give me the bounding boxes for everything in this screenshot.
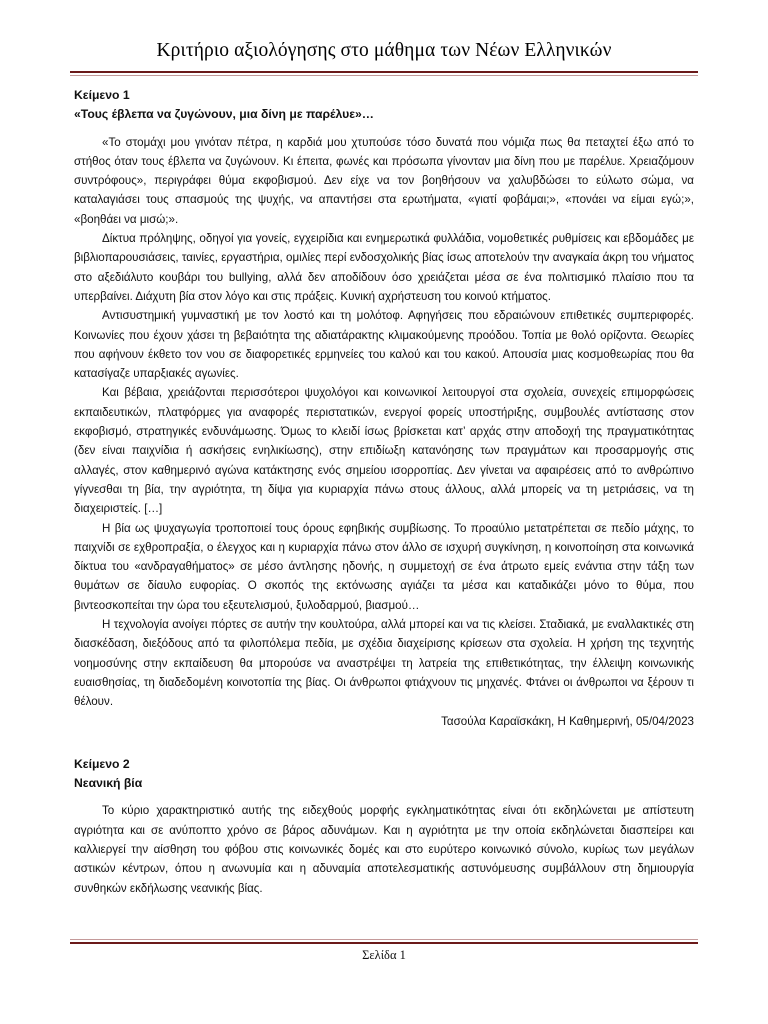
text1-heading: «Τους έβλεπα να ζυγώνουν, μια δίνη με παρέλυε»… (74, 107, 374, 122)
document-body (74, 86, 694, 898)
header-rule-thin (70, 75, 698, 76)
footer-rule (70, 942, 698, 944)
text2-heading: Νεανική βία (74, 776, 143, 791)
text1-paragraph: Δίκτυα πρόληψης, οδηγοί για γονείς, εγχειρίδια και ενημερωτικά φυλλάδια, νομοθετικές ρυθμίσεις και εβδομάδες με βιβλιοπαρουσιάσεις, ταινίες, εργαστήρια, ομιλίες περί ενδοσχολικής βίας ίσως αποτελούν την αναγκαία άκρη του νήματος στο αξεδιάλυτο κουβάρι του bullying, αλλά δεν αποδίδουν όσο χρειάζεται μέσα σε ένα πολιτισμικό πλαίσιο που τα υπερβαίνει. Διάχυτη βία στον λόγο και στις πράξεις. Κυνική αχρήστευση του κοινού κτήματος. (74, 232, 694, 303)
text2-paragraph: Το κύριο χαρακτηριστικό αυτής της ειδεχθούς μορφής εγκληματικότητας είναι ότι εκδηλώνεται με απίστευτη αγριότητα και σε ανύποπτο χρόνο σε βάρος αδυνάμων. Και η αγριότητα με την οποία εκδηλώνεται διασπείρει και καλλιεργεί την αίσθηση του φόβου στις κοινωνικές δομές και στο ευρύτερο κοινωνικό σύνολο, κυρίως των μεγάλων αστικών κέντρων, όπου η ανωνυμία και η αδυναμία αποτελεσματικής αστυνόμευσης συμβάλλουν στη δημιουργία συνθηκών εκδήλωσης νεανικής βίας. (74, 804, 694, 895)
document-title: Κριτήριο αξιολόγησης στο μάθημα των Νέων Ελληνικών (156, 40, 612, 61)
text1-signature: Τασούλα Καραϊσκάκη, Η Καθημερινή, 05/04/2023 (441, 714, 694, 728)
page-number: Σελίδα 1 (362, 948, 406, 962)
text1-paragraph: Αντισυστημική γυμναστική με τον λοστό και τη μολότοφ. Αφηγήσεις που εδραιώνουν επιθετικές συμπεριφορές. Κοινωνίες που έχουν χάσει τη βεβαιότητα της αδιατάρακτης κλιμακούμενης προόδου. Τοπία με θολό ορίζοντα. Θεωρίες που αφήνουν έκθετο τον νου σε διαφορετικές ερμηνείες του καλού και του κακού. Απουσία μιας κοσμοθεωρίας που θα κατασίγαζε υπαρξιακές αγωνίες. (74, 309, 694, 381)
text1-paragraph: Η τεχνολογία ανοίγει πόρτες σε αυτήν την κουλτούρα, αλλά μπορεί και να τις κλείσει. Σταδιακά, με εναλλακτικές στη διασκέδαση, διεξόδους από τα φιλοπόλεμα πεδία, με σχέδια διαχείρισης κρίσεων στα σχολεία. Η χρήση της τεχνητής νοημοσύνης στην εκπαίδευση θα μπορούσε να αναστρέψει τη λατρεία της επιθετικότητας, την έλλειψη κοινωνικής ευαισθησίας, τη διαδεδομένη κοινοτοπία της βίας. Οι άνθρωποι φτιάχνουν τις μηχανές. Φτάνει οι άνθρωποι να ξέρουν τι θέλουν. (74, 618, 694, 709)
text1-label: Κείμενο 1 (74, 88, 130, 102)
text1-paragraph: Και βέβαια, χρειάζονται περισσότεροι ψυχολόγοι και κοινωνικοί λειτουργοί στα σχολεία, συνεχείς επιμορφώσεις εκπαιδευτικών, πλατφόρμες για αναφορές περιστατικών, ενεργοί φορείς υποστήριξης, συμβουλές αντίστασης στον εκφοβισμό, στρατηγικές ενδυνάμωσης. Όμως το κλειδί ίσως βρίσκεται κατ’ αρχάς στην αποδοχή της πραγματικότητας (δεν είναι παιχνίδια ή ασκήσεις ενηλικίωσης), στην επιδίωξη κατανόησης των πραγμάτων και προσαρμογής στις αλλαγές, στον καθημερινό αγώνα κατάκτησης ενός σημείου ισορροπίας. Δεν γίνεται να αφαιρέσεις από το ανθρώπινο γίγνεσθαι τη βία, την αγριότητα, τη δίψα για κυριαρχία πάνω στους άλλους, αλλά μπορείς να τη μετριάσεις, να τη διαχειριστείς. […] (74, 386, 694, 516)
text1-paragraph: Η βία ως ψυχαγωγία τροποποιεί τους όρους εφηβικής συμβίωσης. Το προαύλιο μετατρέπεται σε πεδίο μάχης, το παιχνίδι σε εχθροπραξία, ο έλεγχος και η κυριαρχία πάνω στον άλλο σε ισχυρή συγκίνηση, η κοινοποίηση στα κοινωνικά δίκτυα του «ανδραγαθήματος» σε μέσο άντλησης ηδονής, η συμμετοχή σε ένα άτρωτο εμείς ενάντια στην τάξη των θυμάτων σε δίαυλο ευφορίας. Ο σκοπός της εκτόνωσης αγιάζει τα μέσα και καταδικάζει μόνο το θύμα, που βιντεοσκοπείται την ώρα του εξευτελισμού, ξυλοδαρμού, βιασμού… (74, 521, 694, 612)
text1-paragraph: «Το στομάχι μου γινόταν πέτρα, η καρδιά μου χτυπούσε τόσο δυνατά που νόμιζα πως θα πεταχτεί έξω από το στήθος όταν τους έβλεπα να ζυγώνουν. Κι έπειτα, φωνές και πρόσωπα γίνονταν μια δίνη που με παρέλυε. Χρειαζόμουν συντρόφους», περιγράφει θύμα εκφοβισμού. Δεν είχε να τον βοηθήσουν να χαλυβδώσει το εύλωτο σώμα, να καταλαγιάσει τους σπασμούς της ψυχής, να απαντήσει στα ερωτήματα, «γιατί φοβάμαι;», «πονάει να είμαι εγώ;», «βοηθάει να μισώ;». (74, 135, 694, 226)
footer-rule-thin (70, 939, 698, 940)
text2-label: Κείμενο 2 (74, 756, 130, 771)
header-rule (70, 71, 698, 73)
